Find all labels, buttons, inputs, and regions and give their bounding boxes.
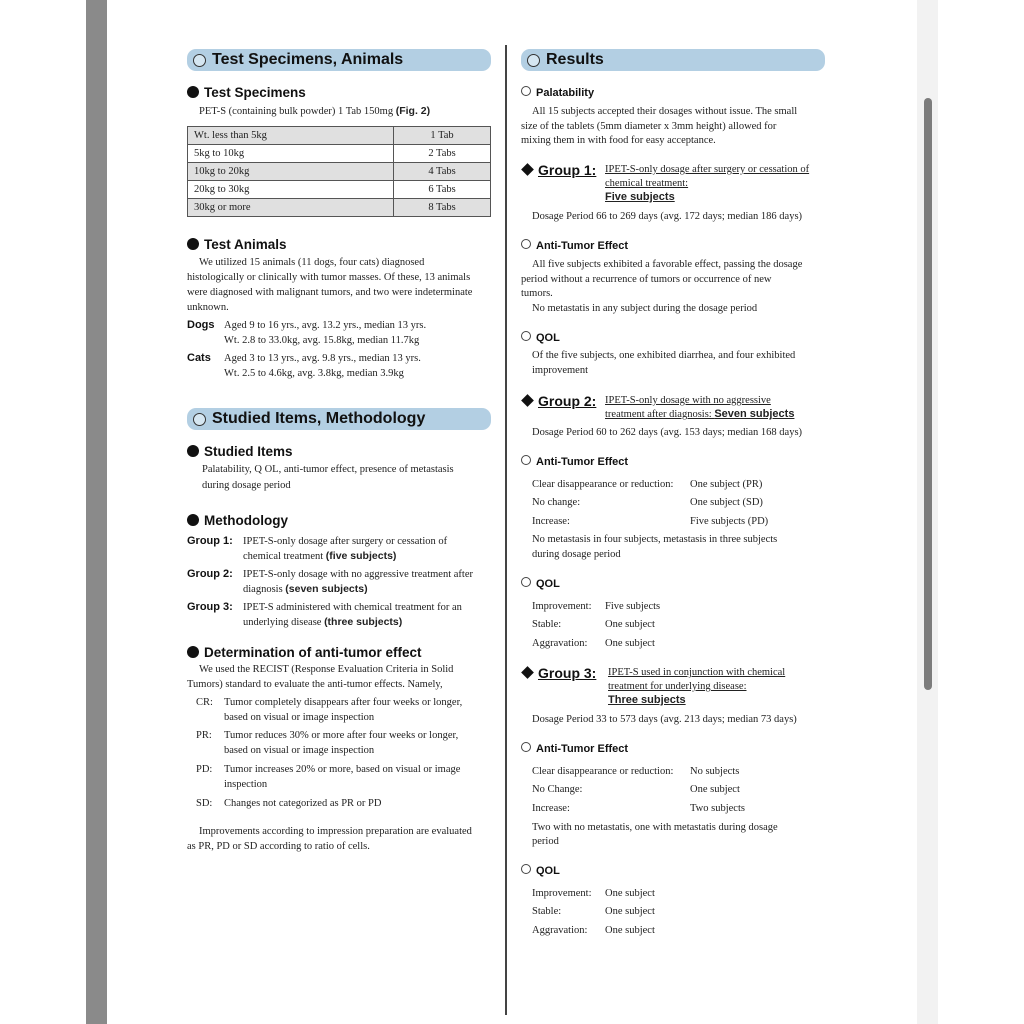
group2-row-key: Clear disappearance or reduction: [532,479,674,490]
group2-period: Dosage Period 60 to 262 days (avg. 153 days; median 168 days) [532,427,803,438]
weight-cell: 20kg to 30kg [188,181,394,199]
group3-desc-1: IPET-S used in conjunction with chemical [608,667,786,678]
group3-note-1: Two with no metastatis, one with metastatis during dosage [532,822,778,833]
group3-row-value: One subject [690,784,740,795]
group1-period: Dosage Period 66 to 269 days (avg. 172 days; median 186 days) [532,211,803,222]
group3-effect-heading: Anti-Tumor Effect [521,742,628,755]
pd-line-1: Tumor increases 20% or more, based on visual or image [224,764,461,775]
cr-line-1: Tumor completely disappears after four weeks or longer, [224,697,463,708]
determination-line-2: Tumors) standard to evaluate the anti-tumor effects. Namely, [187,679,443,690]
viewer-background-right [938,0,1024,1024]
animals-text-4: unknown. [187,302,229,313]
group3-subjects: Three subjects [608,694,686,706]
group2-note-2: during dosage period [532,549,621,560]
circle-icon [521,577,531,587]
method-group1-line1: IPET-S-only dosage after surgery or cessation of [243,536,448,547]
group1-effect-heading: Anti-Tumor Effect [521,239,628,252]
bullet-icon [187,238,199,250]
table-row [188,127,491,145]
group2-qol-key: Improvement: [532,601,592,612]
weight-cell: Wt. less than 5kg [188,127,394,145]
group2-qol-value: Five subjects [605,601,661,612]
group1-qol-line-1: Of the five subjects, one exhibited diarrhea, and four exhibited [532,350,796,361]
table-row [188,199,491,217]
group2-qol-key: Aggravation: [532,638,588,649]
circle-icon [521,455,531,465]
column-divider [505,45,507,1015]
pd-line-2: inspection [224,779,268,790]
circle-icon [521,864,531,874]
circle-icon [521,239,531,249]
specimens-text: PET-S (containing bulk powder) 1 Tab 150mg (Fig. 2) [199,105,431,117]
group3-qol-key: Improvement: [532,888,592,899]
group3-qol-value: One subject [605,906,655,917]
group1-effect-line-3: tumors. [521,288,553,299]
group2-qol-value: One subject [605,619,655,630]
table-row [188,181,491,199]
method-group1-label: Group 1: [187,535,233,547]
determination-line-1: We used the RECIST (Response Evaluation Criteria in Solid [199,664,454,675]
palatability-line-3: mixing them in with food for easy acceptance. [521,135,716,146]
sd-label: SD: [196,798,213,809]
method-group3-line1: IPET-S administered with chemical treatment for an [243,602,462,613]
animals-text-2: histologically or clinically with tumor masses. Of these, 13 animals [187,272,471,283]
viewer-background-left [86,0,107,1024]
animals-text-3: were diagnosed with malignant tumors, and two were indeterminate [187,287,473,298]
table-row [188,145,491,163]
bullet-icon [187,445,199,457]
studied-line-1: Palatability, Q OL, anti-tumor effect, presence of metastasis [202,464,454,475]
method-group3-line2: underlying disease (three subjects) [243,616,403,628]
group3-qol-key: Stable: [532,906,562,917]
group2-row-value: One subject (SD) [690,497,763,508]
section-title: Test Specimens, Animals [212,51,404,68]
group3-qol-value: One subject [605,888,655,899]
group2-qol-value: One subject [605,638,655,649]
group1-desc-2: chemical treatment: [605,178,689,189]
group2-subjects: Seven subjects [714,408,795,420]
pd-label: PD: [196,764,213,775]
dose-cell: 6 Tabs [394,181,491,199]
group1-title: Group 1: [521,162,596,178]
group3-title: Group 3: [521,665,596,681]
group3-row-value: No subjects [690,766,740,777]
circle-icon [521,742,531,752]
cr-label: CR: [196,697,213,708]
group1-effect-line-1: All five subjects exhibited a favorable effect, passing the dosage [532,259,803,270]
circle-icon [521,86,531,96]
dose-cell: 1 Tab [394,127,491,145]
cats-line-1: Aged 3 to 13 yrs., avg. 9.8 yrs., median 13 yrs. [224,353,421,364]
bullet-icon [187,646,199,658]
section-header-test-specimens [187,49,491,71]
method-group3-label: Group 3: [187,601,233,613]
group3-row-value: Two subjects [690,803,745,814]
group3-qol-key: Aggravation: [532,925,588,936]
bullet-icon [187,514,199,526]
cr-line-2: based on visual or image inspection [224,712,375,723]
improvement-note-1: Improvements according to impression preparation are evaluated [199,826,472,837]
circle-icon [193,54,206,67]
studied-line-2: during dosage period [202,480,291,491]
dosage-table [187,126,491,217]
weight-cell: 10kg to 20kg [188,163,394,181]
dogs-line-1: Aged 9 to 16 yrs., avg. 13.2 yrs., median 13 yrs. [224,320,427,331]
method-group2-line2: diagnosis (seven subjects) [243,583,368,595]
weight-cell: 5kg to 10kg [188,145,394,163]
bullet-icon [187,86,199,98]
dose-cell: 4 Tabs [394,163,491,181]
heading-palatability: Palatability [521,86,594,99]
group3-row-key: Increase: [532,803,570,814]
section-header-studied-items [187,408,491,430]
circle-icon [527,54,540,67]
group2-row-key: No change: [532,497,581,508]
improvement-note-2: as PR, PD or SD according to ratio of cells. [187,841,370,852]
palatability-line-1: All 15 subjects accepted their dosages without issue. The small [532,106,798,117]
circle-icon [521,331,531,341]
heading-determination: Determination of anti-tumor effect [187,645,422,660]
sd-line-1: Changes not categorized as PR or PD [224,798,382,809]
heading-test-specimens: Test Specimens [187,85,306,100]
group2-row-value: Five subjects (PD) [690,516,769,527]
group1-subjects: Five subjects [605,191,675,203]
method-group2-label: Group 2: [187,568,233,580]
group2-row-key: Increase: [532,516,570,527]
group2-desc-1: IPET-S-only dosage with no aggressive [605,395,771,406]
pr-label: PR: [196,730,212,741]
group1-effect-line-4: No metastatis in any subject during the dosage period [532,303,758,314]
dogs-line-2: Wt. 2.8 to 33.0kg, avg. 15.8kg, median 11.7kg [224,335,420,346]
group3-row-key: Clear disappearance or reduction: [532,766,674,777]
figure-reference: (Fig. 2) [395,105,431,117]
group2-qol-key: Stable: [532,619,562,630]
section-header-results [521,49,825,71]
dose-cell: 2 Tabs [394,145,491,163]
group3-qol-value: One subject [605,925,655,936]
scrollbar-thumb[interactable] [924,98,932,690]
group1-effect-line-2: period without a recurrence of tumors or occurrence of new [521,274,772,285]
heading-methodology: Methodology [187,513,288,528]
pr-line-1: Tumor reduces 30% or more after four weeks or longer, [224,730,459,741]
palatability-line-2: size of the tablets (5mm diameter x 3mm height) allowed for [521,121,777,132]
section-title: Results [546,51,604,68]
table-row [188,163,491,181]
dogs-label: Dogs [187,319,215,331]
section-title: Studied Items, Methodology [212,410,426,427]
cats-label: Cats [187,352,211,364]
group1-qol-heading: QOL [521,331,560,344]
method-group1-line2: chemical treatment (five subjects) [243,550,397,562]
cats-line-2: Wt. 2.5 to 4.6kg, avg. 3.8kg, median 3.9kg [224,368,404,379]
circle-icon [193,413,206,426]
diamond-icon [521,163,534,176]
group2-title: Group 2: [521,393,596,409]
group3-note-2: period [532,836,559,847]
group3-desc-2: treatment for underlying disease: [608,681,747,692]
method-group2-line1: IPET-S-only dosage with no aggressive treatment after [243,569,473,580]
group1-qol-line-2: improvement [532,365,588,376]
heading-test-animals: Test Animals [187,237,287,252]
group2-qol-heading: QOL [521,577,560,590]
animals-text-1: We utilized 15 animals (11 dogs, four cats) diagnosed [199,257,425,268]
diamond-icon [521,666,534,679]
heading-studied-items: Studied Items [187,444,293,459]
group1-desc-1: IPET-S-only dosage after surgery or cessation of [605,164,810,175]
dose-cell: 8 Tabs [394,199,491,217]
pr-line-2: based on visual or image inspection [224,745,375,756]
group2-note-1: No metastasis in four subjects, metastasis in three subjects [532,534,778,545]
group3-row-key: No Change: [532,784,583,795]
group3-period: Dosage Period 33 to 573 days (avg. 213 days; median 73 days) [532,714,797,725]
group2-row-value: One subject (PR) [690,479,763,490]
group3-qol-heading: QOL [521,864,560,877]
diamond-icon [521,394,534,407]
group2-desc-2: treatment after diagnosis: Seven subjects [605,408,795,420]
weight-cell: 30kg or more [188,199,394,217]
group2-effect-heading: Anti-Tumor Effect [521,455,628,468]
